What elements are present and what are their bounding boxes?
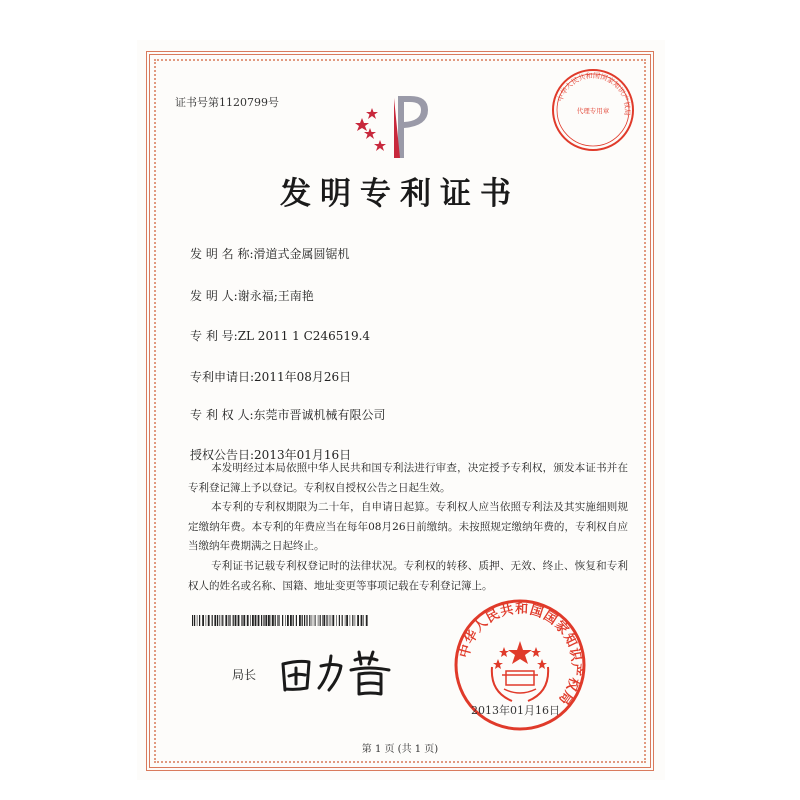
filing-date-row <box>190 368 351 385</box>
grant-date-label: 授权公告日: <box>190 448 255 462</box>
invention-name-value: 滑道式金属圆锯机 <box>253 247 350 261</box>
director-label: 局长 <box>232 668 257 682</box>
body-paragraph: 专利证书记载专利权登记时的法律状况。专利权的转移、质押、无效、终止、恢复和专利权人的姓名或名称、国籍、地址变更等事项记载在专利登记簿上。 <box>188 559 628 592</box>
inventor-row <box>190 287 314 304</box>
invention-name-row <box>190 245 350 262</box>
inventor-label: 发 明 人: <box>190 289 238 303</box>
certificate-number: 证书号第1120799号 <box>175 96 279 109</box>
agency-seal-icon <box>548 65 638 155</box>
patentee-value: 东莞市晋诚机械有限公司 <box>253 408 386 422</box>
grant-date-value: 2013年01月16日 <box>254 448 352 462</box>
patentee-label: 专 利 权 人: <box>190 408 254 422</box>
seal-date: 2013年01月16日 <box>471 704 560 717</box>
svg-text:中华人民共和国国家知识产权局: 中华人民共和国国家知识产权局 <box>556 71 632 117</box>
director-signature-icon <box>277 642 397 700</box>
patent-number-label: 专 利 号: <box>190 329 238 343</box>
body-paragraph: 本发明经过本局依照中华人民共和国专利法进行审查，决定授予专利权，颁发本证书并在专利登记簿上予以登记。专利权自授权公告之日起生效。 <box>188 462 628 494</box>
certificate-title: 发明专利证书 <box>280 176 520 212</box>
filing-date-value: 2011年08月26日 <box>254 370 352 384</box>
inventor-value: 谢永福;王南艳 <box>237 289 314 303</box>
filing-date-label: 专利申请日: <box>190 370 255 384</box>
certificate-body <box>188 459 628 596</box>
agency-seal-center-text: 代理专用章 <box>576 107 610 115</box>
patent-office-logo-icon <box>350 88 440 163</box>
svg-text:中华人民共和国国家知识产权局: 中华人民共和国国家知识产权局 <box>457 601 584 708</box>
patent-number-value: ZL 2011 1 C246519.4 <box>237 329 371 343</box>
body-paragraph: 本专利的专利权期限为二十年，自申请日起算。专利权人应当依照专利法及其实施细则规定缴纳年费。本专利的年费应当在每年08月26日前缴纳。未按照规定缴纳年费的，专利权自应当缴纳年费期满之日起终止。 <box>188 501 628 553</box>
page-number: 第 1 页 (共 1 页) <box>361 744 439 755</box>
patentee-row <box>190 406 386 423</box>
barcode-icon <box>192 615 370 626</box>
invention-name-label: 发 明 名 称: <box>190 247 254 261</box>
patent-number-row <box>190 327 370 344</box>
